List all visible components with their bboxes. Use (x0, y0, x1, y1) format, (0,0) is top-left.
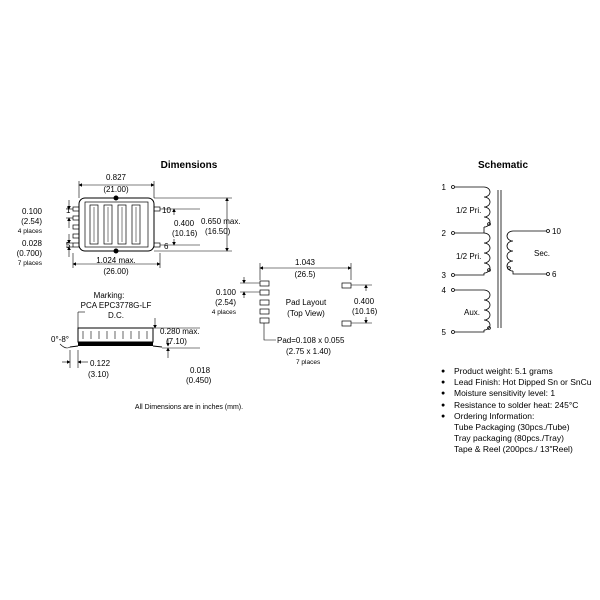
pitch-mm: (2.54) (21, 217, 42, 226)
dimensions-title: Dimensions (160, 160, 218, 171)
foot-length-in: 0.122 (90, 359, 111, 368)
spec-item: ● Lead Finish: Hot Dipped Sn or SnCu (441, 377, 592, 388)
lead-angle: 0°-8° (51, 335, 69, 344)
spec-item: ● Moisture sensitivity level: 1 (441, 388, 592, 399)
width-in: 0.827 (105, 173, 127, 182)
schematic-pin-1: 1 (441, 183, 446, 192)
schematic-pin-10: 10 (552, 227, 561, 236)
pad-pitch-places: 4 places (211, 309, 236, 316)
pin-width-mm: (0.700) (16, 249, 42, 258)
schematic-title: Schematic (477, 160, 529, 171)
overall-width-in: 1.024 max. (96, 256, 136, 265)
units-note: All Dimensions are in inches (mm). (134, 404, 244, 411)
pad-row-mm: (10.16) (352, 307, 378, 316)
pad-size-mm: (2.75 x 1.40) (286, 347, 331, 356)
row-spacing-mm: (10.16) (172, 229, 198, 238)
spec-item: ● Ordering Information: (441, 411, 592, 422)
schematic-pin-6: 6 (552, 270, 557, 279)
schematic-pin-3: 3 (441, 271, 446, 280)
pin-label-5: 5 (66, 241, 71, 250)
lead-thickness-in: 0.018 (190, 366, 211, 375)
pin-width-places: 7 places (17, 260, 42, 267)
ordering-option: Tray packaging (80pcs./Tray) (454, 433, 564, 444)
product-specs (441, 366, 592, 456)
pin-label-6: 6 (164, 242, 169, 251)
marking-dc: D.C. (108, 311, 124, 320)
pin-label-10: 10 (162, 206, 171, 215)
winding-auxiliary: Aux. (464, 308, 481, 317)
pad-size-in: Pad=0.108 x 0.055 (277, 336, 345, 345)
pad-layout-title: Pad Layout (285, 298, 327, 307)
schematic-pin-5: 5 (441, 328, 446, 337)
pad-layout-subtitle: (Top View) (287, 309, 325, 318)
winding-primary-2: 1/2 Pri. (456, 252, 482, 261)
marking-label: Marking: (93, 291, 125, 300)
foot-length-mm: (3.10) (88, 370, 109, 379)
height-mm: (16.50) (205, 227, 231, 236)
spec-item: ● Resistance to solder heat: 245°C (441, 400, 592, 411)
pad-pitch-in: 0.100 (215, 288, 236, 297)
pad-span-in: 1.043 (294, 258, 316, 267)
height-in: 0.650 max. (201, 217, 241, 226)
row-spacing-in: 0.400 (174, 219, 195, 228)
ordering-option: Tape & Reel (200pcs./ 13"Reel) (454, 444, 573, 455)
thickness-mm: (7.10) (166, 337, 187, 346)
pin-width-in: 0.028 (21, 239, 42, 248)
lead-thickness-mm: (0.450) (186, 376, 212, 385)
spec-item: ● Product weight: 5.1 grams (441, 366, 592, 377)
winding-secondary: Sec. (534, 249, 551, 258)
ordering-option: Tube Packaging (30pcs./Tube) (454, 422, 570, 433)
schematic-pin-4: 4 (441, 286, 446, 295)
pad-row-in: 0.400 (354, 297, 375, 306)
width-mm: (21.00) (103, 185, 129, 194)
marking-part: PCA EPC3778G-LF (80, 301, 152, 310)
pad-span-mm: (26.5) (294, 270, 316, 279)
schematic-pin-2: 2 (441, 229, 446, 238)
thickness-in: 0.280 max. (160, 327, 200, 336)
overall-width-mm: (26.00) (103, 267, 129, 276)
pitch-places: 4 places (17, 228, 42, 235)
pad-places: 7 places (296, 359, 321, 366)
winding-primary-1: 1/2 Pri. (456, 206, 482, 215)
pad-pitch-mm: (2.54) (215, 298, 236, 307)
pin-label-1: 1 (66, 206, 71, 215)
pitch-in: 0.100 (21, 207, 42, 216)
